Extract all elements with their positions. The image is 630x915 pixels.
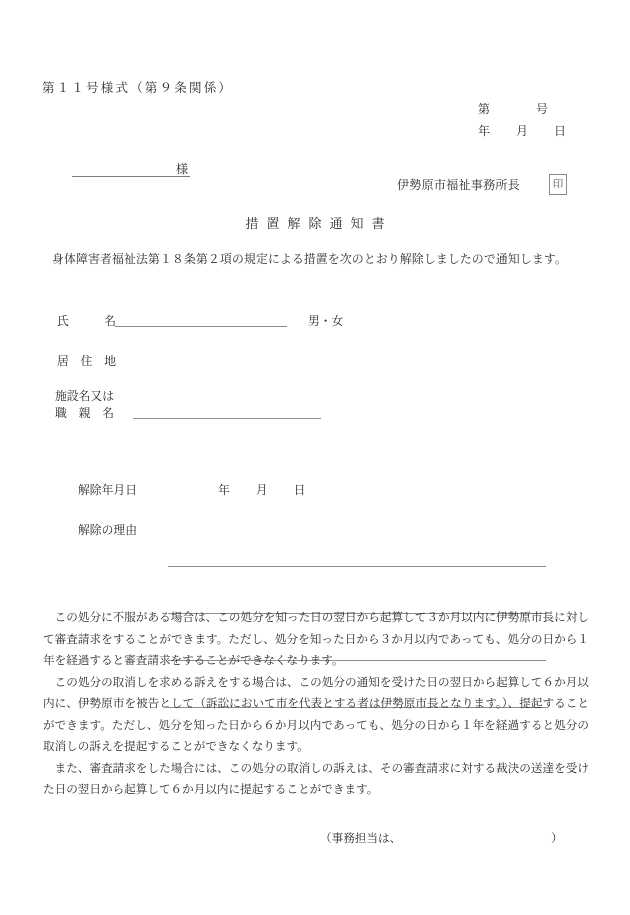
legal-notice (43, 607, 589, 801)
date-month-label: 月 (516, 124, 529, 138)
legal-paragraph-2: この処分の取消しを求める訴えをする場合は、この処分の通知を受けた日の翌日から起算して６か月以内に、伊勢原市を被告として（訴訟において市を代表とする者は伊勢原市長となります。）、提起することができます。ただし、処分を知った日から６か月以内であっても、処分の日から１年を経過すると処分の取消しの訴えを提起することができなくなります。 (43, 674, 589, 753)
contact-note-suffix: ） (551, 831, 563, 845)
facility-label-line2: 職 親 名 (55, 406, 114, 420)
issuer-name: 伊勢原市福祉事務所長 (397, 178, 521, 192)
document-date-row (478, 122, 566, 139)
name-label: 氏 名 (57, 314, 116, 328)
release-date-day-label: 日 (293, 483, 306, 497)
document-number-suffix: 号 (536, 102, 549, 116)
gender-options[interactable]: 男・女 (308, 314, 344, 328)
release-date-label: 解除年月日 (78, 483, 137, 497)
residence-label: 居 住 地 (57, 354, 116, 368)
contact-note[interactable] (320, 830, 563, 846)
legal-paragraph-1: この処分に不服がある場合は、この処分を知った日の翌日から起算して３か月以内に伊勢原市長に対して審査請求をすることができます。ただし、処分を知った日から３か月以内であっても、処分の日から１年を経過すると審査請求をすることができなくなります。 (43, 610, 589, 667)
form-number: 第１１号様式（第９条関係） (42, 80, 234, 95)
date-day-label: 日 (554, 124, 567, 138)
release-date-month-label: 月 (255, 483, 268, 497)
addressee-field[interactable] (72, 160, 190, 177)
date-year-label: 年 (478, 124, 491, 138)
reason-rule-line[interactable] (168, 548, 546, 567)
release-date-value[interactable] (218, 481, 305, 498)
document-number-label: 第 (478, 102, 491, 116)
contact-note-prefix: （事務担当は、 (320, 831, 402, 845)
addressee-honorific: 様 (175, 162, 188, 176)
facility-input-rule[interactable] (133, 418, 321, 419)
lead-sentence: 身体障害者福祉法第１８条第２項の規定による措置を次のとおり解除しましたので通知します。 (52, 252, 567, 266)
legal-paragraph-3: また、審査請求をした場合には、この処分の取消しの訴えは、その審査請求に対する裁決の送達を受けた日の翌日から起算して６か月以内に提起することができます。 (43, 760, 589, 796)
seal-stamp-box: 印 (549, 174, 567, 195)
release-date-year-label: 年 (218, 483, 230, 497)
facility-label-line1: 施設名又は (55, 389, 114, 403)
name-input-rule[interactable] (115, 326, 287, 327)
release-reason-label: 解除の理由 (78, 523, 137, 537)
document-number-row (478, 100, 548, 117)
page-title: 措置解除通知書 (245, 217, 393, 232)
